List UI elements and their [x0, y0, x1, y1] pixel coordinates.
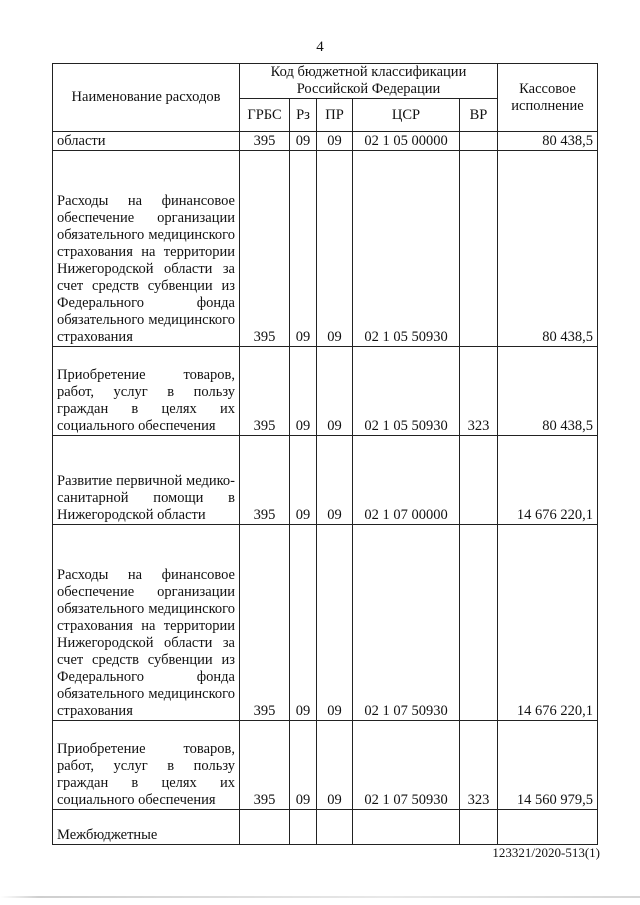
table-row: [53, 810, 598, 845]
row-amount: 14 676 220,1: [498, 436, 598, 525]
row-csr: 02 1 05 50930: [353, 347, 460, 436]
row-name: Приобретение товаров, работ, услуг в пользу граждан в целях их социального обеспечения: [53, 347, 240, 436]
row-vr: 323: [460, 347, 498, 436]
row-csr: 02 1 07 50930: [353, 525, 460, 721]
row-vr: [460, 525, 498, 721]
row-amount: 80 438,5: [498, 347, 598, 436]
table-row: [53, 436, 598, 525]
row-amount: [498, 810, 598, 845]
header-name: Наименование расходов: [53, 64, 240, 132]
header-code-group: Код бюджетной классификации Российской Федерации: [240, 64, 498, 99]
row-rz: 09: [290, 132, 317, 151]
row-pr: 09: [317, 347, 353, 436]
row-pr: 09: [317, 525, 353, 721]
scan-edge: [0, 896, 640, 898]
row-name: Межбюджетные: [53, 810, 240, 845]
row-amount: 80 438,5: [498, 132, 598, 151]
row-grbs: 395: [240, 436, 290, 525]
header-rz: Рз: [290, 99, 317, 132]
row-rz: 09: [290, 347, 317, 436]
row-vr: [460, 151, 498, 347]
row-amount: 14 676 220,1: [498, 525, 598, 721]
row-amount: 80 438,5: [498, 151, 598, 347]
row-csr: 02 1 05 50930: [353, 151, 460, 347]
row-pr: 09: [317, 151, 353, 347]
row-amount: 14 560 979,5: [498, 721, 598, 810]
row-csr: 02 1 07 50930: [353, 721, 460, 810]
table-row: [53, 151, 598, 347]
row-rz: 09: [290, 436, 317, 525]
row-name: Приобретение товаров, работ, услуг в пользу граждан в целях их социального обеспечения: [53, 721, 240, 810]
row-rz: 09: [290, 721, 317, 810]
header-csr: ЦСР: [353, 99, 460, 132]
row-rz: 09: [290, 151, 317, 347]
row-csr: [353, 810, 460, 845]
row-pr: 09: [317, 132, 353, 151]
row-grbs: [240, 810, 290, 845]
table-row: [53, 132, 598, 151]
row-name: Развитие первичной медико-санитарной помощи в Нижегородской области: [53, 436, 240, 525]
row-name: Расходы на финансовое обеспечение организации обязательного медицинского страхования на территории Нижегородской области за счет средств субвенции из Федерального фонда обязательного медицинского страхования: [53, 525, 240, 721]
row-vr: 323: [460, 721, 498, 810]
row-vr: [460, 810, 498, 845]
row-pr: 09: [317, 721, 353, 810]
row-rz: 09: [290, 525, 317, 721]
row-grbs: 395: [240, 132, 290, 151]
header-grbs: ГРБС: [240, 99, 290, 132]
document-code: 123321/2020-513(1): [492, 845, 600, 860]
row-grbs: 395: [240, 525, 290, 721]
row-vr: [460, 436, 498, 525]
budget-table: [52, 63, 598, 845]
row-rz: [290, 810, 317, 845]
row-name: области: [53, 132, 240, 151]
row-grbs: 395: [240, 347, 290, 436]
table-row: [53, 347, 598, 436]
row-name: Расходы на финансовое обеспечение организации обязательного медицинского страхования на территории Нижегородской области за счет средств субвенции из Федерального фонда обязательного медицинского страхования: [53, 151, 240, 347]
header-pr: ПР: [317, 99, 353, 132]
row-csr: 02 1 07 00000: [353, 436, 460, 525]
row-grbs: 395: [240, 151, 290, 347]
header-vr: ВР: [460, 99, 498, 132]
row-vr: [460, 132, 498, 151]
table-row: [53, 525, 598, 721]
row-pr: [317, 810, 353, 845]
row-grbs: 395: [240, 721, 290, 810]
table-row: [53, 721, 598, 810]
row-pr: 09: [317, 436, 353, 525]
row-csr: 02 1 05 00000: [353, 132, 460, 151]
header-amount: Кассовое исполнение: [498, 64, 598, 132]
page-number: 4: [316, 39, 324, 55]
